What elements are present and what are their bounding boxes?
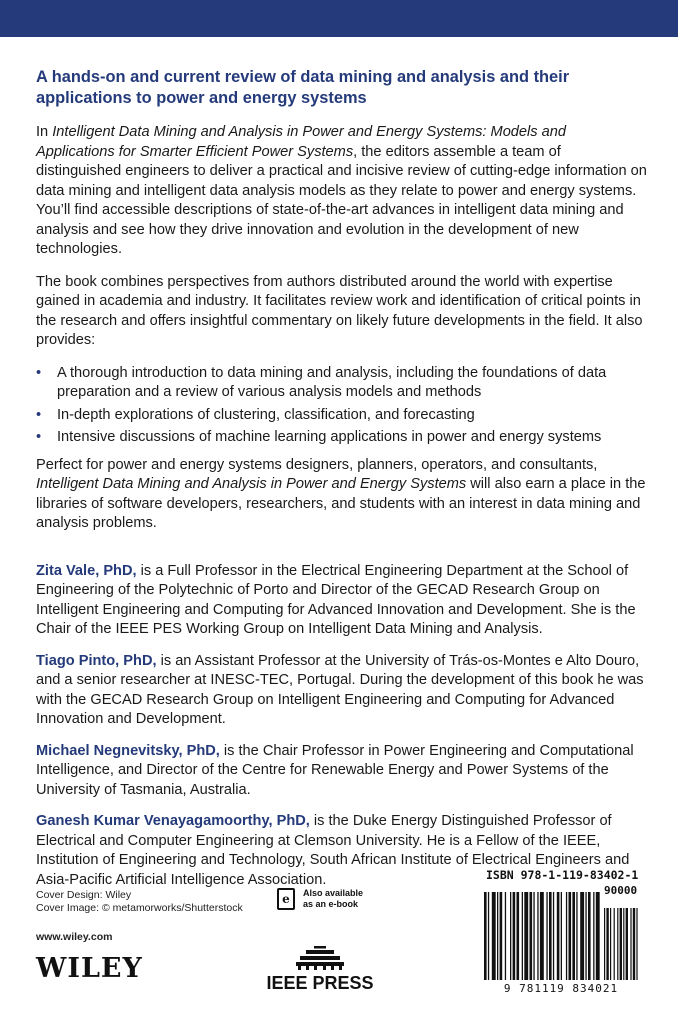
barcode-bar (596, 892, 600, 980)
ebook-text (303, 888, 363, 910)
publisher-website[interactable]: www.wiley.com (36, 931, 113, 943)
author-bio-text: is an Assistant Professor at the University of Trás-os-Montes e Alto Douro, and a senior researcher at INESC-TEC, Portugal. During the development of this book he was with the GECAD Research Group on Intelligent Engineering and Computing for Advanced Innovation and Development. (36, 652, 644, 727)
barcode-bar (588, 892, 591, 980)
barcode-bar (500, 892, 503, 980)
barcode-bar (572, 892, 575, 980)
footer (0, 868, 678, 1020)
barcode-bar (561, 892, 562, 980)
book-title-italic: Intelligent Data Mining and Analysis in Power and Energy Systems: Models and Applications for Smarter Efficient Power Systems (36, 124, 566, 160)
barcode-bar (510, 892, 511, 980)
ebook-line-2: as an e-book (303, 899, 359, 909)
author-name: Tiago Pinto, PhD, (36, 652, 157, 669)
bullet-icon: • (36, 364, 42, 381)
barcode-bar (636, 908, 637, 980)
barcode-bar (593, 892, 594, 980)
intro-prefix: In (36, 124, 53, 140)
barcode-bar (569, 892, 572, 980)
isbn-barcode (482, 868, 640, 1000)
cover-image-credit: Cover Image: © metamorworks/Shutterstock (36, 902, 243, 914)
price-code: 90000 (604, 884, 638, 897)
ieee-press-logo (262, 946, 378, 992)
barcode-bar (566, 892, 567, 980)
barcode-bar (623, 908, 624, 980)
barcode-bar (617, 908, 618, 980)
author-bio (36, 562, 648, 640)
feature-list (36, 364, 648, 448)
barcode-bar (517, 892, 520, 980)
barcode-bar (557, 892, 560, 980)
barcode-digits: 9 781119 834021 (503, 982, 619, 995)
author-bio (36, 652, 648, 730)
barcode-bar (553, 892, 554, 980)
barcode-bar (533, 892, 534, 980)
barcode-bar (580, 892, 584, 980)
barcode-bar (626, 908, 628, 980)
barcode-bar (488, 892, 489, 980)
list-item (36, 406, 648, 426)
bullet-icon: • (36, 429, 42, 445)
barcode-bar (524, 892, 528, 980)
audience-paragraph (36, 456, 648, 534)
barcode-bar (492, 892, 496, 980)
ieee-tower-icon (296, 946, 344, 970)
wiley-logo: WILEY (36, 953, 143, 984)
barcode-bar (633, 908, 635, 980)
author-bio-text: is the Duke Energy Distinguished Professor of Electrical and Computer Engineering at Clemson University. He is a Fellow of the IEEE, Institution of Engineering and Technology, South African Institute of Electrical Engineers and Asia-Pacific Artificial Intelligence Association. (36, 813, 630, 888)
barcode-bar (614, 908, 615, 980)
perspectives-paragraph: The book combines perspectives from authors distributed around the world with expertise gained in academia and industry. It facilitates review work and identification of critical points in the research and offers insightful commentary on likely future developments in the field. It also provides: (36, 273, 643, 348)
isbn-label: ISBN 978-1-119-83402-1 (486, 868, 639, 882)
author-name: Michael Negnevitsky, PhD, (36, 742, 220, 759)
list-item-text: Intensive discussions of machine learning applications in power and energy systems (57, 429, 602, 445)
list-item (36, 428, 648, 448)
ieee-press-text: IEEE PRESS (266, 973, 374, 992)
ebook-line-1: Also available (303, 888, 364, 898)
author-bio-text: is the Chair Professor in Power Engineering and Computational Intelligence, and Director of the Centre for Renewable Energy and Power Systems of the University of Tasmania, Australia. (36, 742, 634, 798)
author-bios (36, 562, 648, 891)
barcode-bar (497, 892, 498, 980)
barcode-bar (484, 892, 487, 980)
author-bio (36, 742, 648, 801)
barcode-bar (540, 892, 544, 980)
barcode-bar (546, 892, 547, 980)
barcode-bar (585, 892, 586, 980)
audience-rest: will also earn a place in the libraries of software developers, researchers, and students with an interest in data mining and analysis problems. (36, 476, 646, 531)
top-color-band (0, 0, 678, 37)
audience-title-italic: Intelligent Data Mining and Analysis in Power and Energy Systems (36, 476, 467, 492)
barcode-bar (610, 908, 611, 980)
barcode-bar (630, 908, 631, 980)
barcode-bar (537, 892, 538, 980)
barcode-bar (549, 892, 552, 980)
list-item-text: A thorough introduction to data mining and analysis, including the foundations of data preparation and a review of various analysis models and methods (57, 364, 607, 400)
barcode-bar (522, 892, 523, 980)
barcode-bar (505, 892, 506, 980)
cover-credits (36, 889, 243, 915)
ebook-notice (277, 888, 363, 910)
author-name: Zita Vale, PhD, (36, 562, 137, 579)
back-cover-text (36, 67, 648, 902)
bullet-icon: • (36, 406, 42, 423)
headline: A hands-on and current review of data mining and analysis and their applications to power and energy systems (36, 68, 570, 107)
barcode-bar (620, 908, 622, 980)
barcode-bar (604, 908, 605, 980)
barcode-bar (513, 892, 516, 980)
list-item (36, 364, 648, 403)
barcode-bar (530, 892, 533, 980)
ebook-icon: e (277, 888, 295, 910)
cover-design-credit: Cover Design: Wiley (36, 889, 132, 901)
intro-paragraph (36, 123, 648, 260)
audience-prefix: Perfect for power and energy systems designers, planners, operators, and consultants, (36, 456, 598, 473)
author-bio-text: is a Full Professor in the Electrical Engineering Department at the School of Engineering of the Polytechnic of Porto and Director of the GECAD Research Group on Intelligent Engineering and Computing for Advanced Innovation and Development. She is the Chair of the IEEE PES Working Group on Intelligent Data Mining and Analysis. (36, 562, 636, 637)
barcode-bar (576, 892, 577, 980)
intro-rest: , the editors assemble a team of distinguished engineers to deliver a practical and incisive review of cutting-edge information on data mining and intelligent data analysis models as they relate to power and energy systems. You’ll find accessible descriptions of state-of-the-art advances in intelligent data mining and analysis and see how they drive innovation and evolution in the development of new technologies. (36, 143, 647, 257)
author-name: Ganesh Kumar Venayagamoorthy, PhD, (36, 813, 310, 829)
list-item-text: In-depth explorations of clustering, classification, and forecasting (57, 406, 475, 423)
barcode-bar (606, 908, 608, 980)
